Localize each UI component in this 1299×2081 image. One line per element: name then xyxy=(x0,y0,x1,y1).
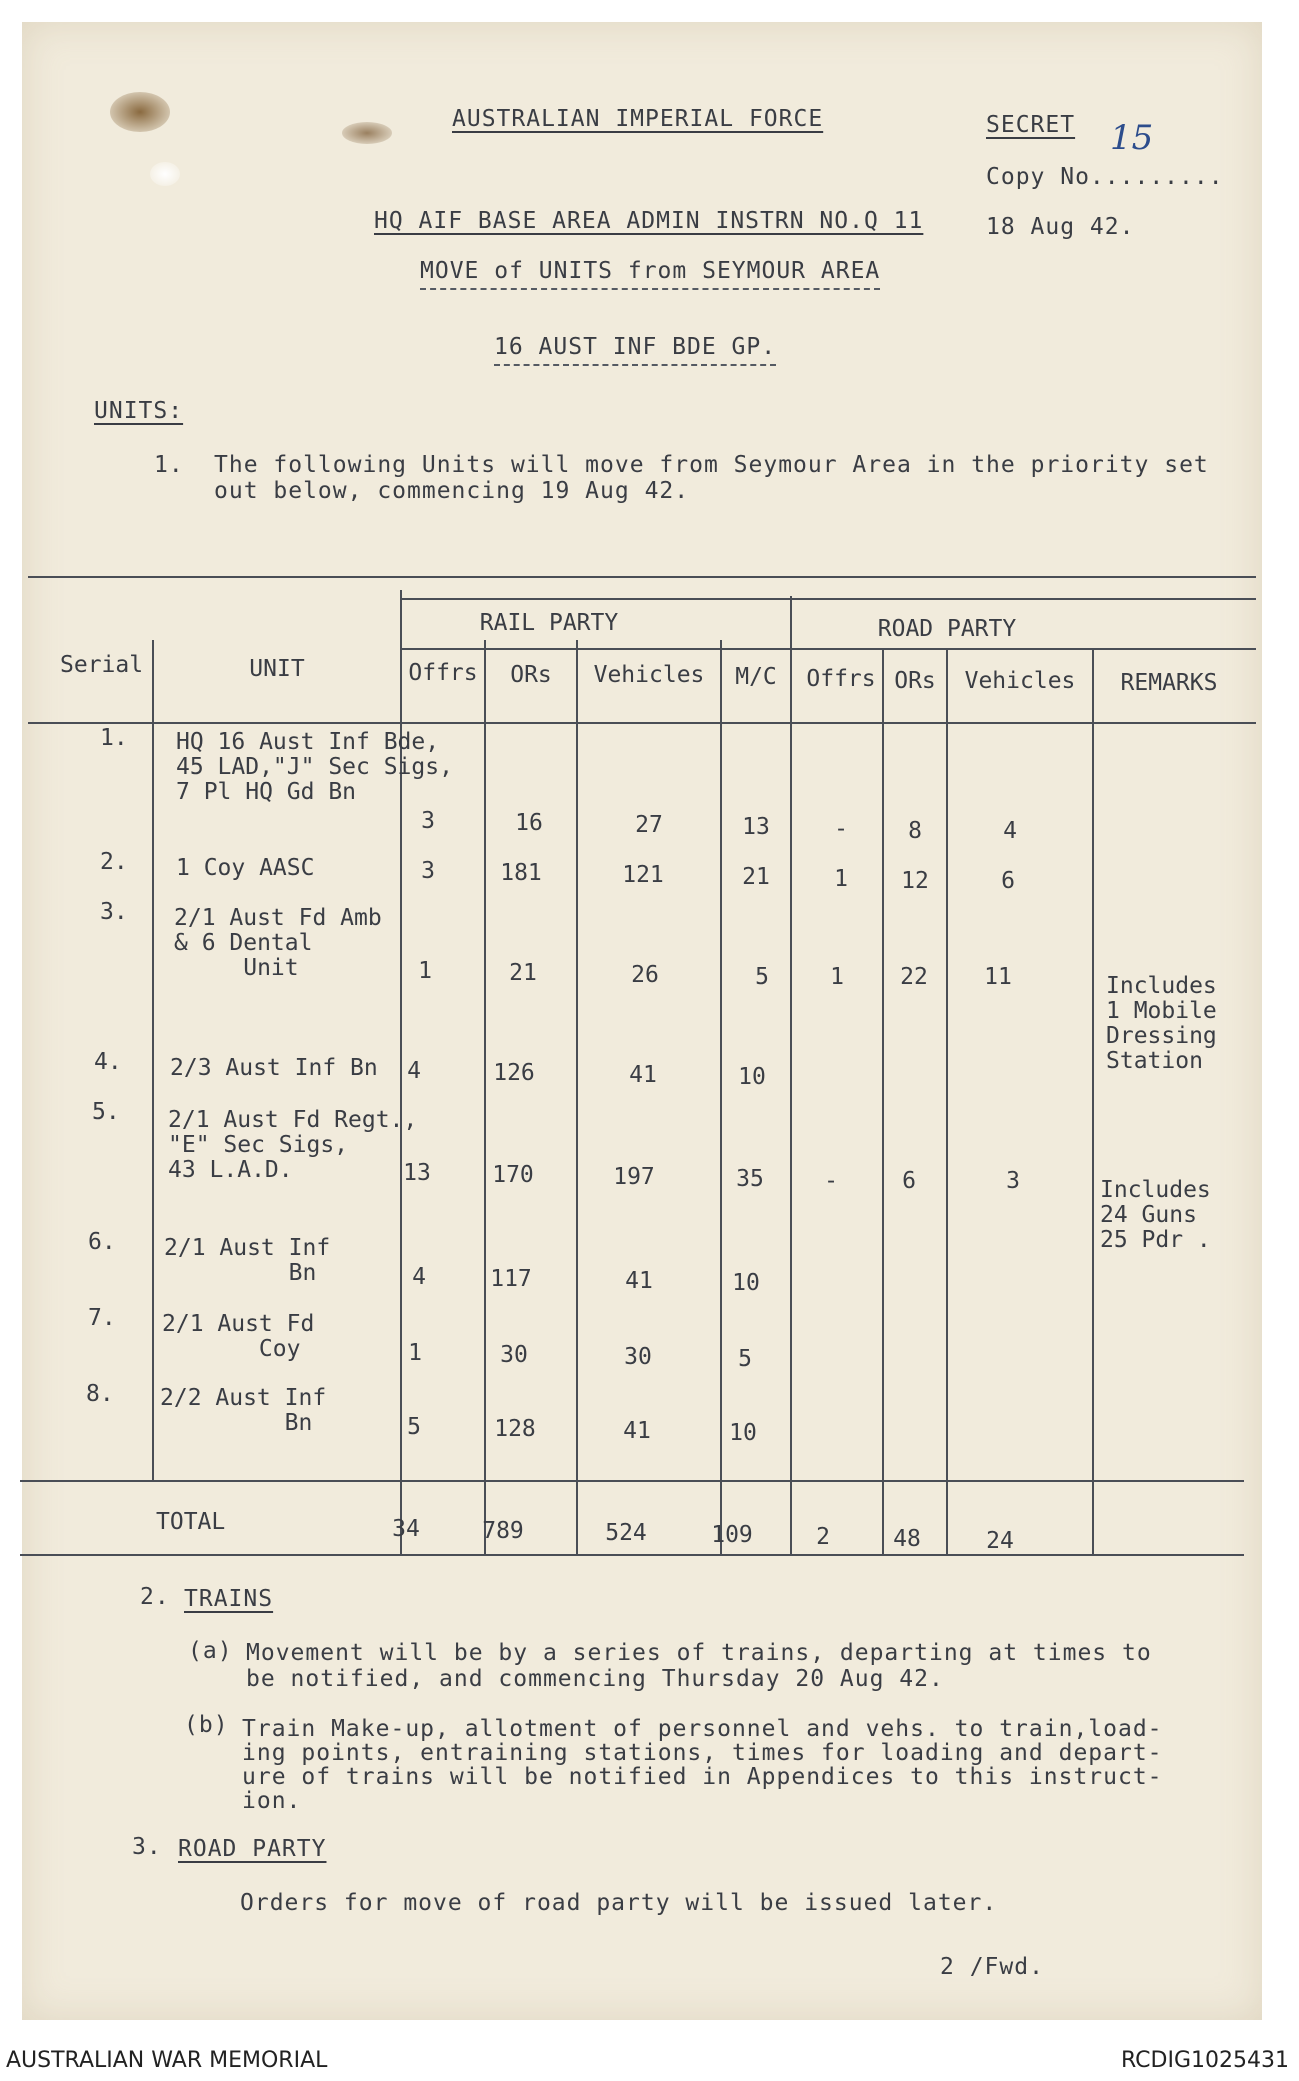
row-4-serial: 4. xyxy=(94,1049,122,1075)
rail-party-header: RAIL PARTY xyxy=(479,610,619,636)
table-rule xyxy=(20,1480,1244,1482)
row-6-rail-ors: 117 xyxy=(490,1266,532,1292)
row-8-serial: 8. xyxy=(86,1381,114,1407)
row-7-rail-mc: 5 xyxy=(738,1346,752,1372)
table-col-rule xyxy=(790,596,792,1554)
row-3-unit: 2/1 Aust Fd Amb & 6 Dental Unit xyxy=(174,905,382,981)
handwritten-copy-number: 15 xyxy=(1110,118,1154,158)
table-rule xyxy=(28,722,1256,724)
subpara-b-label: (b) xyxy=(184,1712,229,1738)
row-2-serial: 2. xyxy=(100,849,128,875)
col-header-road-ors: ORs xyxy=(894,668,936,694)
row-8-rail-mc: 10 xyxy=(729,1420,757,1446)
subpara-b-line: Train Make-up, allotment of personnel and vehs. to train,load- xyxy=(242,1716,1163,1742)
road-party-text: Orders for move of road party will be issued later. xyxy=(240,1890,998,1916)
row-5-road-ors: 6 xyxy=(902,1168,916,1194)
row-3-rail-mc: 5 xyxy=(755,964,769,990)
row-8-rail-ors: 128 xyxy=(494,1416,536,1442)
row-1-road-ors: 8 xyxy=(908,818,922,844)
row-2-road-ors: 12 xyxy=(901,868,929,894)
total-rail-mc: 109 xyxy=(711,1522,753,1548)
row-5-serial: 5. xyxy=(92,1099,120,1125)
table-col-rule xyxy=(576,640,578,1554)
table-rule xyxy=(20,1554,1244,1556)
row-4-rail-vehicles: 41 xyxy=(629,1062,657,1088)
row-4-unit: 2/3 Aust Inf Bn xyxy=(170,1055,378,1081)
col-header-road-vehicles: Vehicles xyxy=(964,668,1076,694)
row-6-rail-mc: 10 xyxy=(732,1270,760,1296)
row-3-serial: 3. xyxy=(100,899,128,925)
col-header-rail-vehicles: Vehicles xyxy=(593,662,705,688)
row-7-serial: 7. xyxy=(88,1305,116,1331)
table-rule xyxy=(28,576,1256,578)
subpara-b-line: ing points, entraining stations, times for loading and depart- xyxy=(242,1740,1163,1766)
row-5-road-vehicles: 3 xyxy=(1006,1168,1020,1194)
row-4-rail-mc: 10 xyxy=(738,1064,766,1090)
table-col-rule xyxy=(720,640,722,1554)
col-header-remarks: REMARKS xyxy=(1120,670,1218,696)
para-number: 1. xyxy=(154,452,184,478)
org-heading: AUSTRALIAN IMPERIAL FORCE xyxy=(452,106,824,132)
document-date: 18 Aug 42. xyxy=(986,214,1135,240)
row-2-road-vehicles: 6 xyxy=(1001,868,1015,894)
row-1-road-offrs: - xyxy=(834,816,848,842)
road-party-header: ROAD PARTY xyxy=(877,616,1017,642)
row-1-rail-offrs: 3 xyxy=(421,808,435,834)
row-7-rail-vehicles: 30 xyxy=(624,1344,652,1370)
row-8-rail-offrs: 5 xyxy=(407,1414,421,1440)
col-header-rail-offrs: Offrs xyxy=(408,660,478,686)
row-1-rail-ors: 16 xyxy=(515,810,543,836)
total-rail-vehicles: 524 xyxy=(605,1520,647,1546)
section-2-heading: TRAINS xyxy=(184,1586,274,1612)
table-rule xyxy=(402,648,1256,650)
row-3-rail-offrs: 1 xyxy=(418,958,432,984)
row-1-rail-vehicles: 27 xyxy=(635,812,663,838)
total-label: TOTAL xyxy=(156,1509,226,1535)
row-5-rail-vehicles: 197 xyxy=(613,1164,655,1190)
section-3-number: 3. xyxy=(132,1834,162,1860)
row-2-rail-vehicles: 121 xyxy=(622,862,664,888)
row-6-unit: 2/1 Aust Inf Bn xyxy=(164,1235,331,1286)
row-2-road-offrs: 1 xyxy=(834,866,848,892)
row-2-rail-ors: 181 xyxy=(500,860,542,886)
row-6-rail-offrs: 4 xyxy=(412,1264,426,1290)
table-col-rule xyxy=(152,640,154,1482)
copy-number-field: Copy No......... xyxy=(986,164,1224,190)
table-col-rule xyxy=(1092,648,1094,1554)
subject-line: MOVE of UNITS from SEYMOUR AREA xyxy=(420,258,880,290)
group-title: 16 AUST INF BDE GP. xyxy=(494,334,776,366)
total-road-offrs: 2 xyxy=(816,1524,830,1550)
rust-stain xyxy=(110,92,170,132)
row-6-rail-vehicles: 41 xyxy=(625,1268,653,1294)
row-1-rail-mc: 13 xyxy=(742,814,770,840)
row-4-rail-ors: 126 xyxy=(493,1060,535,1086)
row-5-road-offrs: - xyxy=(824,1168,838,1194)
row-2-unit: 1 Coy AASC xyxy=(176,855,315,881)
row-3-road-ors: 22 xyxy=(900,964,928,990)
subpara-a-line: Movement will be by a series of trains, departing at times to xyxy=(246,1640,1152,1666)
row-3-road-vehicles: 11 xyxy=(984,964,1012,990)
footer-archive-name: AUSTRALIAN WAR MEMORIAL xyxy=(6,2048,328,2073)
rust-stain xyxy=(342,122,392,144)
row-6-serial: 6. xyxy=(88,1229,116,1255)
subpara-a-label: (a) xyxy=(188,1638,233,1664)
row-4-rail-offrs: 4 xyxy=(407,1058,421,1084)
col-header-rail-ors: ORs xyxy=(510,662,552,688)
row-7-rail-offrs: 1 xyxy=(408,1340,422,1366)
section-2-number: 2. xyxy=(140,1584,170,1610)
row-2-rail-mc: 21 xyxy=(742,864,770,890)
row-8-rail-vehicles: 41 xyxy=(623,1418,651,1444)
row-5-rail-mc: 35 xyxy=(736,1166,764,1192)
subpara-b-line: ure of trains will be notified in Appendices to this instruct- xyxy=(242,1764,1163,1790)
row-7-rail-ors: 30 xyxy=(500,1342,528,1368)
subpara-b-line: ion. xyxy=(242,1788,302,1814)
row-5-rail-ors: 170 xyxy=(492,1162,534,1188)
row-1-serial: 1. xyxy=(100,725,128,751)
row-8-unit: 2/2 Aust Inf Bn xyxy=(160,1385,327,1436)
row-3-rail-vehicles: 26 xyxy=(631,962,659,988)
total-rail-offrs: 34 xyxy=(392,1516,420,1542)
col-header-road-offrs: Offrs xyxy=(806,666,876,692)
table-col-rule xyxy=(946,650,948,1554)
col-header-serial: Serial xyxy=(60,652,144,678)
para-text-line: out below, commencing 19 Aug 42. xyxy=(214,478,690,504)
paper-tear xyxy=(150,162,180,186)
row-3-remarks: Includes 1 Mobile Dressing Station xyxy=(1106,973,1217,1074)
section-3-heading: ROAD PARTY xyxy=(178,1836,327,1862)
para-text-line: The following Units will move from Seymour Area in the priority set xyxy=(214,452,1209,478)
row-3-rail-ors: 21 xyxy=(509,960,537,986)
row-1-unit: HQ 16 Aust Inf Bde, 45 LAD,"J" Sec Sigs, 7 Pl HQ Gd Bn xyxy=(176,729,453,805)
classification: SECRET xyxy=(986,112,1076,138)
subpara-a-line: be notified, and commencing Thursday 20 Aug 42. xyxy=(246,1666,944,1692)
col-header-unit: UNIT xyxy=(249,656,305,682)
row-3-road-offrs: 1 xyxy=(830,964,844,990)
total-road-vehicles: 24 xyxy=(986,1528,1014,1554)
col-header-rail-mc: M/C xyxy=(735,664,777,690)
footer-record-id: RCDIG1025431 xyxy=(1120,2048,1289,2073)
row-1-road-vehicles: 4 xyxy=(1003,818,1017,844)
total-road-ors: 48 xyxy=(893,1526,921,1552)
units-heading: UNITS: xyxy=(94,398,184,424)
page-forward-marker: 2 /Fwd. xyxy=(940,1954,1044,1980)
row-5-rail-offrs: 13 xyxy=(403,1160,431,1186)
table-col-rule xyxy=(882,650,884,1554)
total-rail-ors: 789 xyxy=(482,1518,524,1544)
row-5-remarks: Includes 24 Guns 25 Pdr . xyxy=(1100,1177,1211,1253)
row-7-unit: 2/1 Aust Fd Coy xyxy=(162,1311,315,1362)
row-5-unit: 2/1 Aust Fd Regt., "E" Sec Sigs, 43 L.A.D. xyxy=(168,1107,418,1183)
table-rule xyxy=(402,598,1256,600)
instruction-title: HQ AIF BASE AREA ADMIN INSTRN NO.Q 11 xyxy=(374,208,924,234)
row-2-rail-offrs: 3 xyxy=(421,858,435,884)
